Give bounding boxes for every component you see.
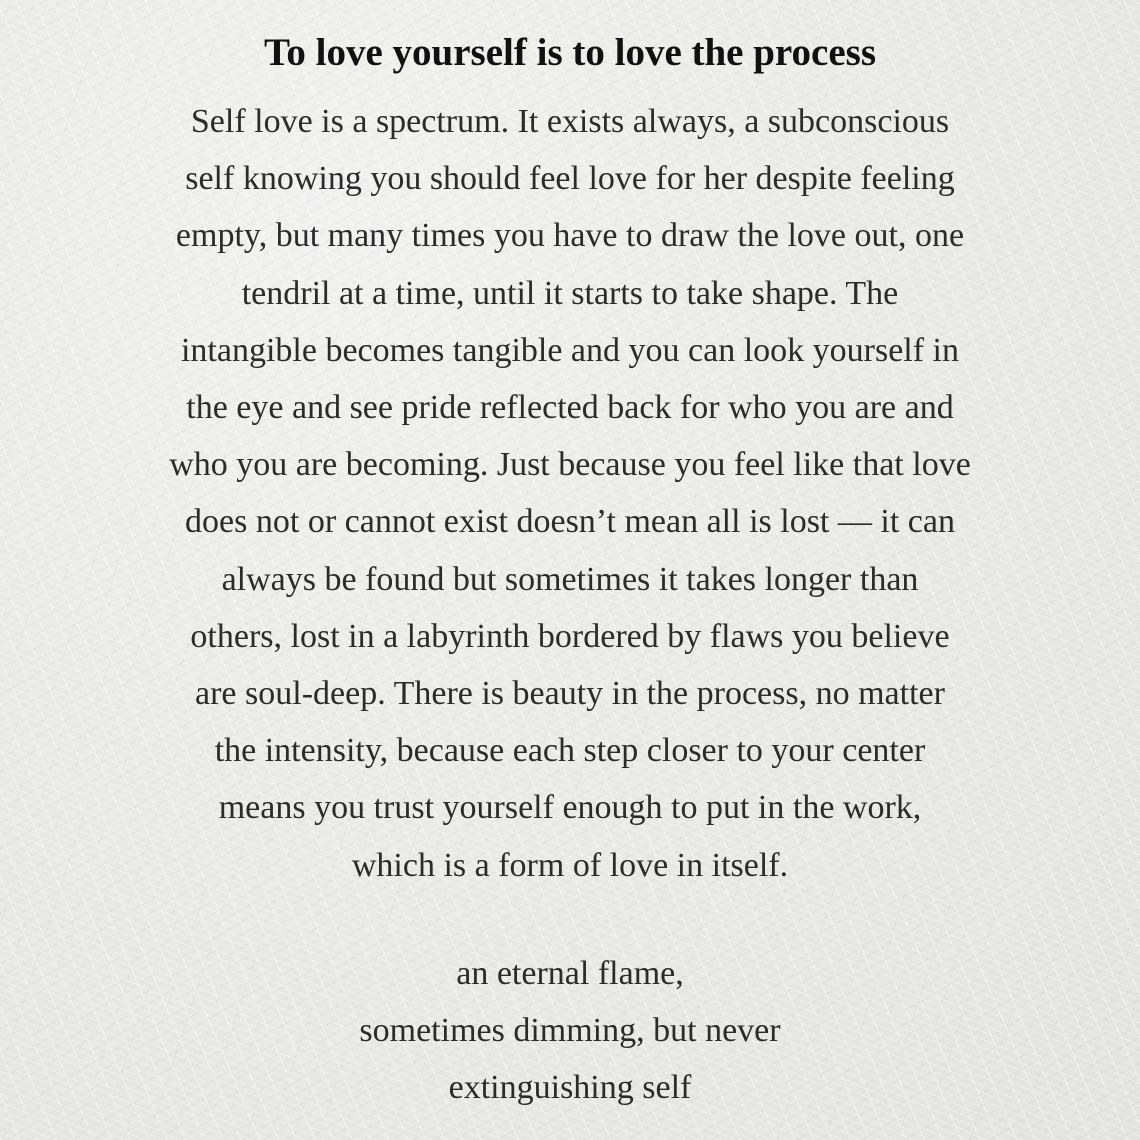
coda-line: sometimes dimming, but never xyxy=(359,1012,781,1049)
body-line: are soul-deep. There is beauty in the process, no matter xyxy=(195,675,945,713)
body-line: does not or cannot exist doesn’t mean all is lost — it can xyxy=(185,503,955,541)
body-line: always be found but sometimes it takes longer than xyxy=(221,560,919,598)
poem-body xyxy=(0,93,1140,894)
body-line: means you trust yourself enough to put in the work, xyxy=(218,789,922,827)
coda-line: an eternal flame, xyxy=(456,955,684,992)
body-line: who you are becoming. Just because you feel like that love xyxy=(169,446,971,484)
body-line: self knowing you should feel love for her despite feeling xyxy=(185,160,955,198)
poem-coda xyxy=(0,945,1140,1116)
body-line: the intensity, because each step closer to your center xyxy=(214,732,926,770)
body-line: others, lost in a labyrinth bordered by flaws you believe xyxy=(190,617,950,655)
poem-title: To love yourself is to love the process xyxy=(263,31,877,74)
body-line: intangible becomes tangible and you can look yourself in xyxy=(180,331,959,369)
body-line: the eye and see pride reflected back for who you are and xyxy=(186,389,954,427)
body-line: which is a form of love in itself. xyxy=(351,846,789,884)
body-line: tendril at a time, until it starts to take shape. The xyxy=(241,274,899,312)
body-line: Self love is a spectrum. It exists always, a subconscious xyxy=(190,103,950,140)
body-line: empty, but many times you have to draw the love out, one xyxy=(175,217,965,255)
coda-line: extinguishing self xyxy=(448,1069,692,1106)
